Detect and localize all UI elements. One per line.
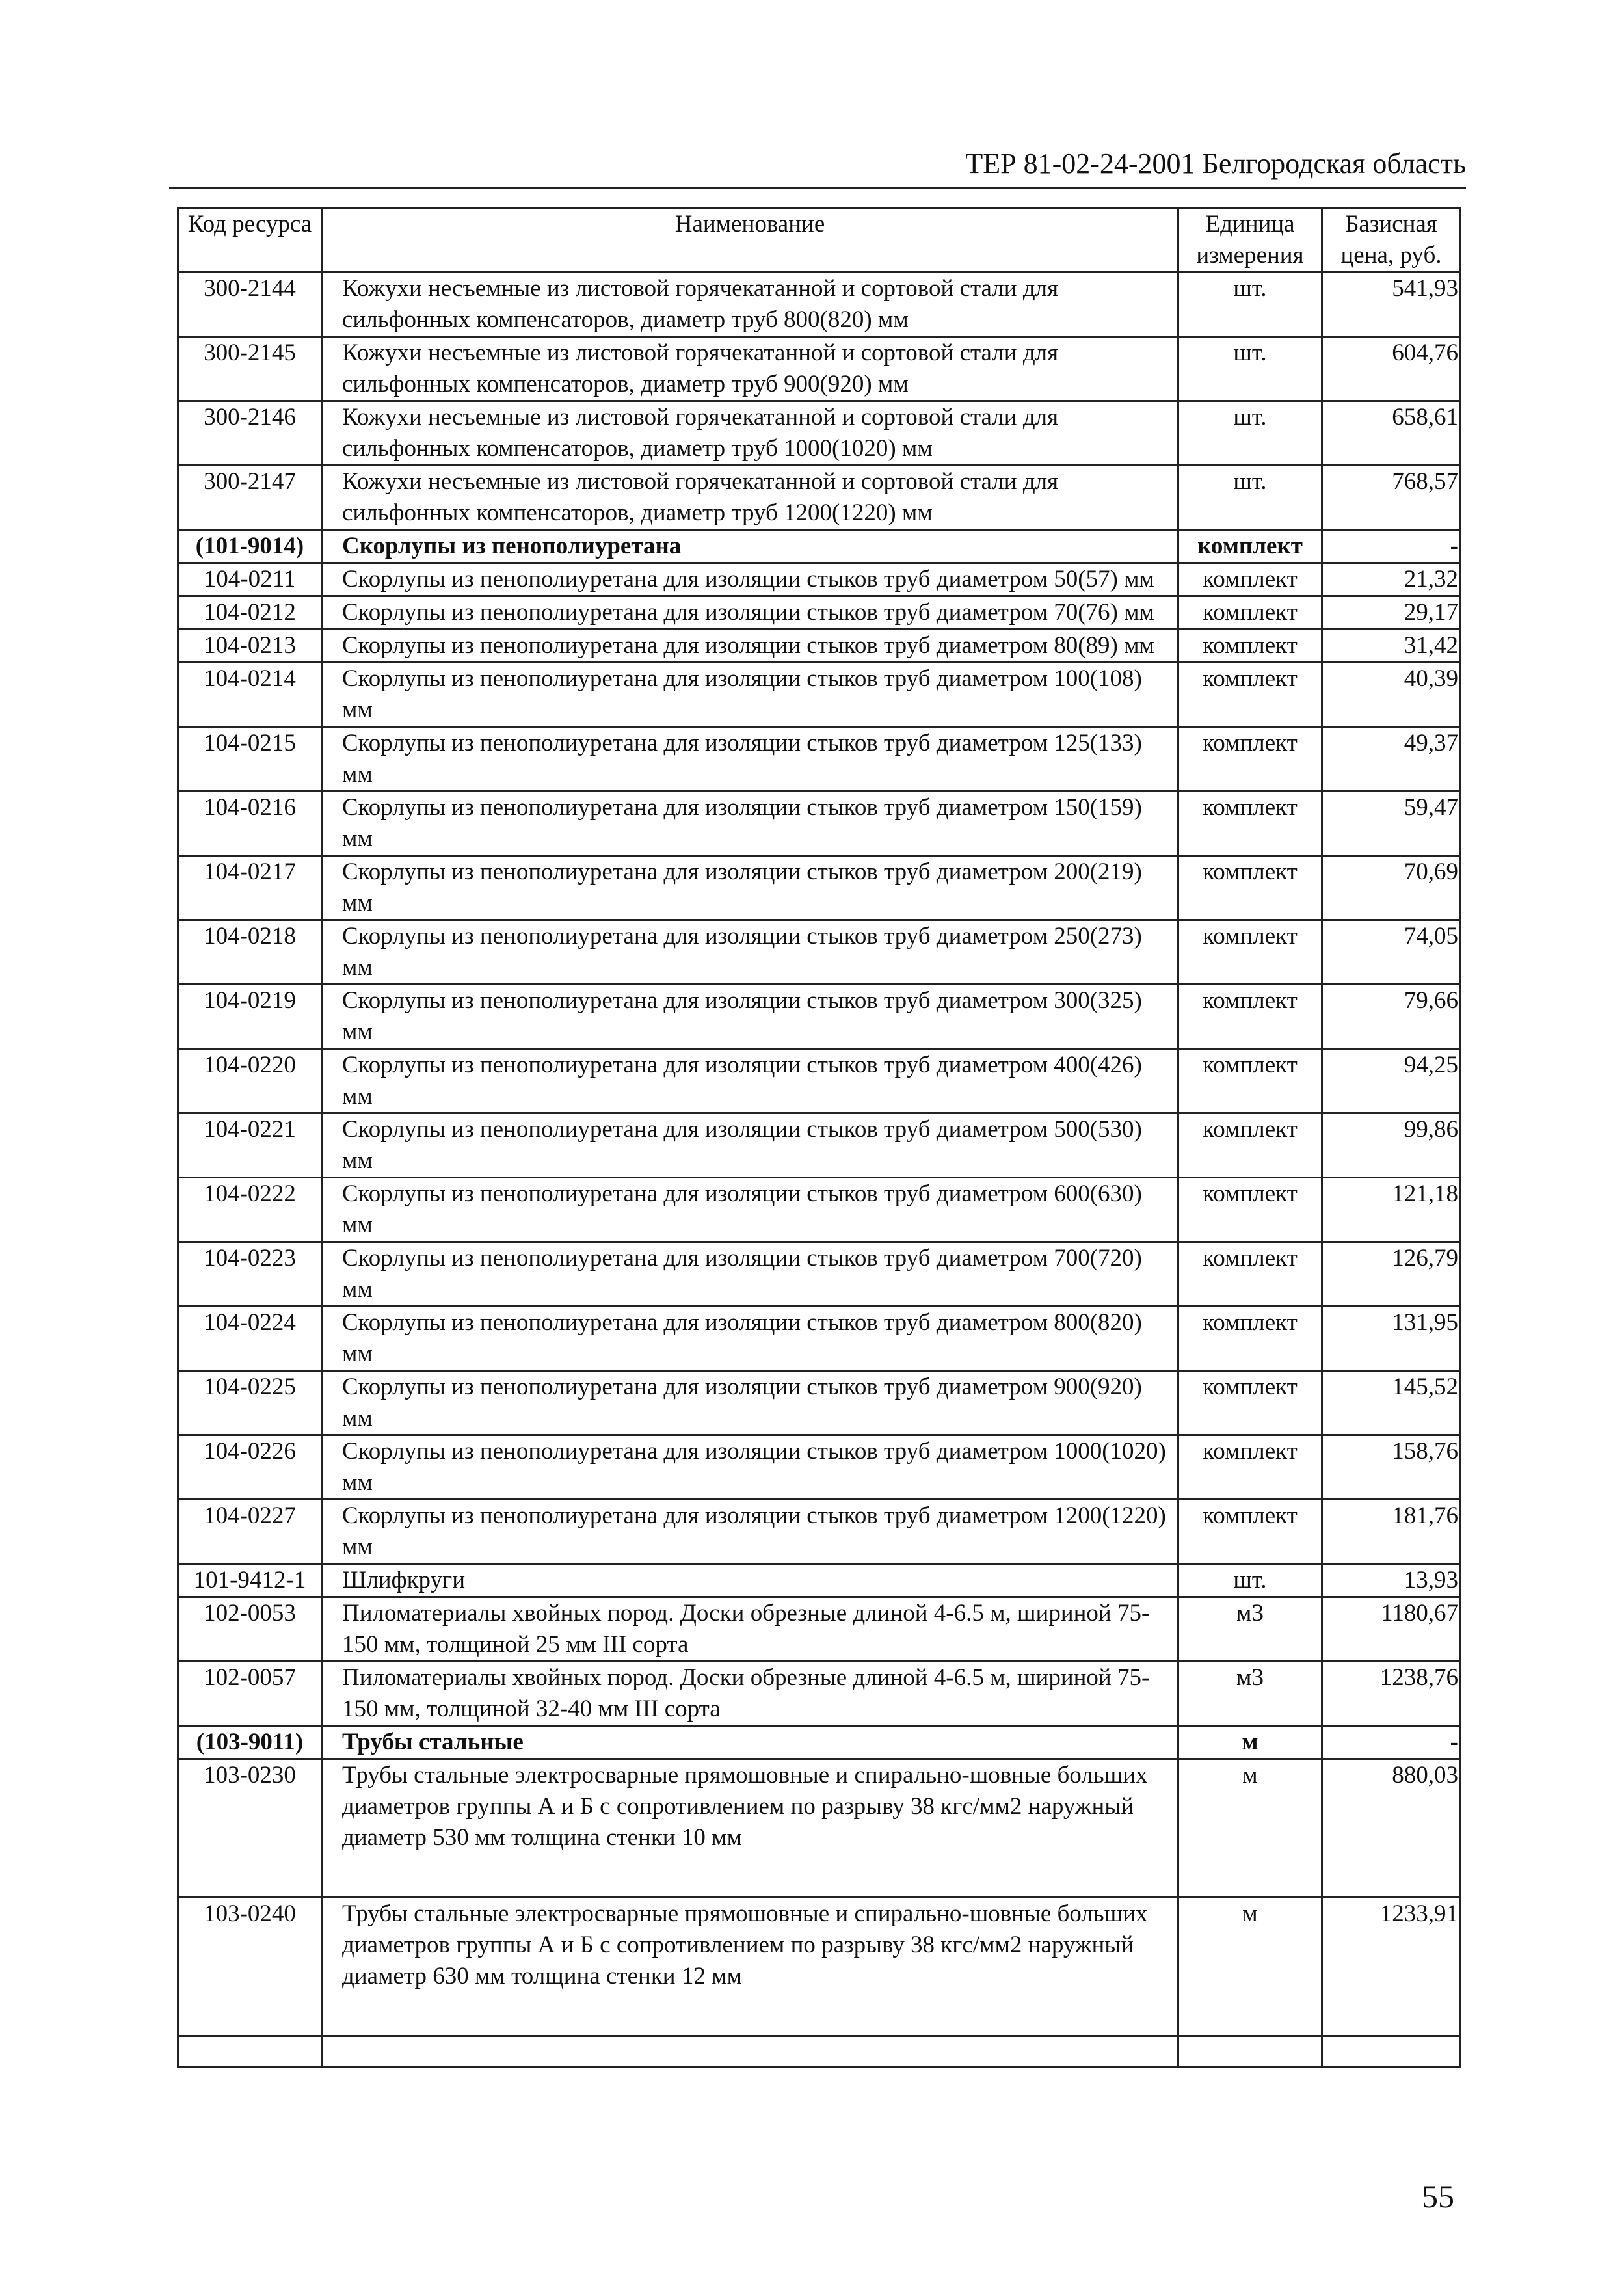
cell-unit: комплект <box>1178 1500 1322 1564</box>
cell-unit: комплект <box>1178 1435 1322 1500</box>
cell-code: 300-2144 <box>178 273 322 337</box>
cell-code: 102-0053 <box>178 1597 322 1662</box>
cell-code: 104-0219 <box>178 985 322 1049</box>
cell-code: 300-2145 <box>178 337 322 401</box>
empty-cell <box>1322 2036 1461 2067</box>
cell-unit: комплект <box>1178 596 1322 630</box>
cell-price: 40,39 <box>1322 663 1461 727</box>
table-row <box>178 1307 1461 1371</box>
table-row <box>178 1049 1461 1113</box>
cell-name: Скорлупы из пенополиуретана для изоляции стыков труб диаметром 800(820) мм <box>322 1307 1178 1371</box>
header-unit: Единица измерения <box>1178 208 1322 273</box>
cell-unit: комплект <box>1178 1049 1322 1113</box>
cell-price: 59,47 <box>1322 791 1461 856</box>
cell-code: 104-0213 <box>178 630 322 663</box>
cell-unit: шт. <box>1178 273 1322 337</box>
cell-price: 94,25 <box>1322 1049 1461 1113</box>
cell-price: 131,95 <box>1322 1307 1461 1371</box>
cell-unit: комплект <box>1178 1178 1322 1242</box>
cell-name: Скорлупы из пенополиуретана для изоляции стыков труб диаметром 600(630) мм <box>322 1178 1178 1242</box>
document-title: ТЕР 81-02-24-2001 Белгородская область <box>965 148 1466 180</box>
cell-price: - <box>1322 1726 1461 1759</box>
cell-name: Скорлупы из пенополиуретана для изоляции стыков труб диаметром 80(89) мм <box>322 630 1178 663</box>
cell-unit: комплект <box>1178 563 1322 596</box>
cell-price: 880,03 <box>1322 1759 1461 1898</box>
cell-name: Скорлупы из пенополиуретана для изоляции стыков труб диаметром 300(325) мм <box>322 985 1178 1049</box>
cell-price: 29,17 <box>1322 596 1461 630</box>
cell-name: Кожухи несъемные из листовой горячекатанной и сортовой стали для сильфонных компенсаторов, диаметр труб 1000(1020) мм <box>322 401 1178 466</box>
cell-price: 1238,76 <box>1322 1662 1461 1726</box>
cell-unit: комплект <box>1178 920 1322 985</box>
cell-code: 104-0225 <box>178 1371 322 1435</box>
table-row <box>178 630 1461 663</box>
cell-unit: комплект <box>1178 1371 1322 1435</box>
header-code: Код ресурса <box>178 208 322 273</box>
cell-unit: шт. <box>1178 466 1322 530</box>
cell-unit: м3 <box>1178 1662 1322 1726</box>
group-row <box>178 530 1461 563</box>
table-row <box>178 1113 1461 1178</box>
cell-price: 13,93 <box>1322 1564 1461 1597</box>
empty-cell <box>178 2036 322 2067</box>
table-row <box>178 563 1461 596</box>
cell-code: 104-0224 <box>178 1307 322 1371</box>
resource-price-table <box>177 207 1461 2068</box>
cell-price: 541,93 <box>1322 273 1461 337</box>
table-header-row <box>178 208 1461 273</box>
cell-code: 103-0240 <box>178 1898 322 2036</box>
cell-unit: комплект <box>1178 530 1322 563</box>
cell-name: Скорлупы из пенополиуретана для изоляции стыков труб диаметром 200(219) мм <box>322 856 1178 920</box>
cell-name: Трубы стальные <box>322 1726 1178 1759</box>
table-row <box>178 1371 1461 1435</box>
cell-unit: шт. <box>1178 337 1322 401</box>
cell-price: 145,52 <box>1322 1371 1461 1435</box>
header-name: Наименование <box>322 208 1178 273</box>
cell-name: Скорлупы из пенополиуретана для изоляции стыков труб диаметром 400(426) мм <box>322 1049 1178 1113</box>
cell-name: Скорлупы из пенополиуретана для изоляции стыков труб диаметром 125(133) мм <box>322 727 1178 791</box>
cell-unit: комплект <box>1178 630 1322 663</box>
cell-name: Трубы стальные электросварные прямошовные и спирально-шовные больших диаметров группы А и Б с сопротивлением по разрыву 38 кгс/мм2 наружный диаметр 630 мм толщина стенки 12 мм <box>322 1898 1178 2036</box>
cell-code: (103-9011) <box>178 1726 322 1759</box>
table-row <box>178 596 1461 630</box>
cell-unit: комплект <box>1178 1113 1322 1178</box>
cell-name: Скорлупы из пенополиуретана для изоляции стыков труб диаметром 250(273) мм <box>322 920 1178 985</box>
page-number: 55 <box>1422 2178 1454 2215</box>
cell-price: 126,79 <box>1322 1242 1461 1307</box>
cell-price: 1180,67 <box>1322 1597 1461 1662</box>
table-row <box>178 1898 1461 2036</box>
table-row <box>178 1597 1461 1662</box>
cell-name: Скорлупы из пенополиуретана для изоляции стыков труб диаметром 1000(1020) мм <box>322 1435 1178 1500</box>
cell-unit: шт. <box>1178 401 1322 466</box>
cell-code: (101-9014) <box>178 530 322 563</box>
table-row <box>178 1242 1461 1307</box>
cell-name: Скорлупы из пенополиуретана для изоляции стыков труб диаметром 70(76) мм <box>322 596 1178 630</box>
cell-code: 104-0227 <box>178 1500 322 1564</box>
table-row <box>178 401 1461 466</box>
cell-code: 104-0222 <box>178 1178 322 1242</box>
cell-code: 104-0215 <box>178 727 322 791</box>
cell-unit: м <box>1178 1759 1322 1898</box>
cell-name: Трубы стальные электросварные прямошовные и спирально-шовные больших диаметров группы А и Б с сопротивлением по разрыву 38 кгс/мм2 наружный диаметр 530 мм толщина стенки 10 мм <box>322 1759 1178 1898</box>
cell-name: Шлифкруги <box>322 1564 1178 1597</box>
cell-price: - <box>1322 530 1461 563</box>
cell-name: Пиломатериалы хвойных пород. Доски обрезные длиной 4-6.5 м, шириной 75-150 мм, толщиной 32-40 мм III сорта <box>322 1662 1178 1726</box>
cell-price: 21,32 <box>1322 563 1461 596</box>
table-row <box>178 1435 1461 1500</box>
cell-code: 300-2147 <box>178 466 322 530</box>
cell-name: Скорлупы из пенополиуретана для изоляции стыков труб диаметром 1200(1220) мм <box>322 1500 1178 1564</box>
cell-name: Скорлупы из пенополиуретана для изоляции стыков труб диаметром 100(108) мм <box>322 663 1178 727</box>
cell-unit: м3 <box>1178 1597 1322 1662</box>
cell-name: Скорлупы из пенополиуретана для изоляции стыков труб диаметром 150(159) мм <box>322 791 1178 856</box>
table-row <box>178 985 1461 1049</box>
cell-price: 70,69 <box>1322 856 1461 920</box>
table-row <box>178 920 1461 985</box>
cell-unit: комплект <box>1178 663 1322 727</box>
cell-unit: комплект <box>1178 727 1322 791</box>
cell-unit: м <box>1178 1726 1322 1759</box>
cell-unit: шт. <box>1178 1564 1322 1597</box>
table-row <box>178 1662 1461 1726</box>
cell-code: 101-9412-1 <box>178 1564 322 1597</box>
cell-name: Кожухи несъемные из листовой горячекатанной и сортовой стали для сильфонных компенсаторов, диаметр труб 800(820) мм <box>322 273 1178 337</box>
cell-code: 104-0223 <box>178 1242 322 1307</box>
empty-cell <box>1178 2036 1322 2067</box>
empty-row <box>178 2036 1461 2067</box>
cell-price: 121,18 <box>1322 1178 1461 1242</box>
cell-code: 104-0217 <box>178 856 322 920</box>
cell-price: 99,86 <box>1322 1113 1461 1178</box>
cell-price: 31,42 <box>1322 630 1461 663</box>
cell-price: 658,61 <box>1322 401 1461 466</box>
cell-code: 104-0218 <box>178 920 322 985</box>
cell-price: 49,37 <box>1322 727 1461 791</box>
page-header <box>169 142 1466 189</box>
cell-name: Кожухи несъемные из листовой горячекатанной и сортовой стали для сильфонных компенсаторов, диаметр труб 900(920) мм <box>322 337 1178 401</box>
table-row <box>178 1759 1461 1898</box>
cell-code: 300-2146 <box>178 401 322 466</box>
cell-code: 102-0057 <box>178 1662 322 1726</box>
table-body <box>178 273 1461 2067</box>
cell-name: Скорлупы из пенополиуретана для изоляции стыков труб диаметром 50(57) мм <box>322 563 1178 596</box>
cell-code: 104-0220 <box>178 1049 322 1113</box>
table-row <box>178 1178 1461 1242</box>
table-row <box>178 337 1461 401</box>
cell-unit: м <box>1178 1898 1322 2036</box>
cell-code: 103-0230 <box>178 1759 322 1898</box>
table-row <box>178 663 1461 727</box>
cell-name: Скорлупы из пенополиуретана для изоляции стыков труб диаметром 500(530) мм <box>322 1113 1178 1178</box>
cell-price: 158,76 <box>1322 1435 1461 1500</box>
cell-price: 79,66 <box>1322 985 1461 1049</box>
cell-name: Скорлупы из пенополиуретана <box>322 530 1178 563</box>
empty-cell <box>322 2036 1178 2067</box>
table-row <box>178 727 1461 791</box>
cell-code: 104-0211 <box>178 563 322 596</box>
cell-unit: комплект <box>1178 985 1322 1049</box>
cell-unit: комплект <box>1178 856 1322 920</box>
group-row <box>178 1726 1461 1759</box>
table-row <box>178 273 1461 337</box>
table-row <box>178 1564 1461 1597</box>
cell-code: 104-0214 <box>178 663 322 727</box>
cell-code: 104-0221 <box>178 1113 322 1178</box>
cell-price: 74,05 <box>1322 920 1461 985</box>
cell-price: 181,76 <box>1322 1500 1461 1564</box>
cell-name: Скорлупы из пенополиуретана для изоляции стыков труб диаметром 900(920) мм <box>322 1371 1178 1435</box>
cell-code: 104-0216 <box>178 791 322 856</box>
cell-name: Скорлупы из пенополиуретана для изоляции стыков труб диаметром 700(720) мм <box>322 1242 1178 1307</box>
cell-price: 1233,91 <box>1322 1898 1461 2036</box>
cell-code: 104-0212 <box>178 596 322 630</box>
cell-name: Кожухи несъемные из листовой горячекатанной и сортовой стали для сильфонных компенсаторов, диаметр труб 1200(1220) мм <box>322 466 1178 530</box>
cell-unit: комплект <box>1178 791 1322 856</box>
cell-price: 604,76 <box>1322 337 1461 401</box>
table-row <box>178 1500 1461 1564</box>
cell-unit: комплект <box>1178 1307 1322 1371</box>
header-price: Базисная цена, руб. <box>1322 208 1461 273</box>
cell-price: 768,57 <box>1322 466 1461 530</box>
table-row <box>178 791 1461 856</box>
cell-name: Пиломатериалы хвойных пород. Доски обрезные длиной 4-6.5 м, шириной 75-150 мм, толщиной 25 мм III сорта <box>322 1597 1178 1662</box>
table-row <box>178 856 1461 920</box>
table-row <box>178 466 1461 530</box>
cell-code: 104-0226 <box>178 1435 322 1500</box>
cell-unit: комплект <box>1178 1242 1322 1307</box>
